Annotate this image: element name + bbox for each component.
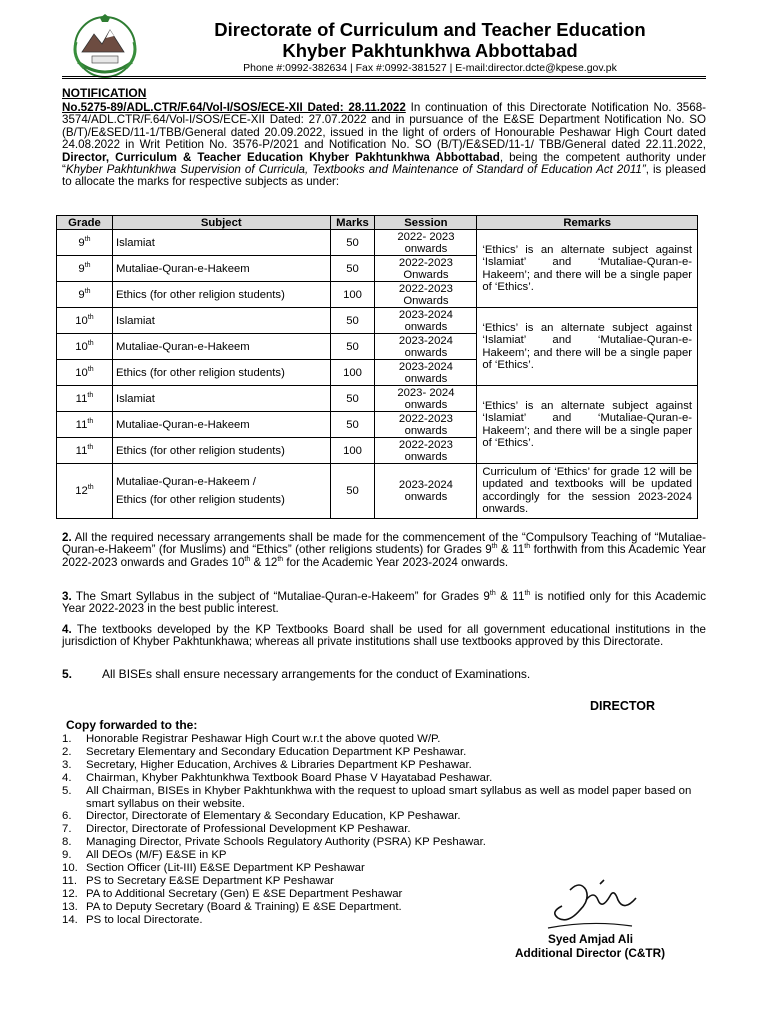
subject-cell: Ethics (for other religion students) (112, 360, 330, 386)
paragraph-number: 4. (62, 623, 72, 636)
intro-text-c: , is pleased to allocate the marks for respective subjects as under: (62, 163, 706, 189)
paragraph-5 (62, 668, 706, 680)
p2-text-d: & 12 (250, 555, 278, 569)
list-item: 4. Chairman, Khyber Pakhtunkhwa Textbook Board Phase V Hayatabad Peshawar. (62, 771, 493, 784)
intro-act-name: Khyber Pakhtunkhwa Supervision of Curricula, Textbooks and Maintenance of Standard of Education Act 2011” (65, 163, 646, 177)
grade-cell: 10th (57, 360, 113, 386)
subject-cell: Ethics (for other religion students) (112, 282, 330, 308)
remarks-cell: ‘Ethics’ is an alternate subject against ‘Islamiat’ and ‘Mutaliae-Quran-e-Hakeem’; and there will be a single paper of ‘Ethics’. (477, 230, 698, 308)
list-item: 2. Secretary Elementary and Secondary Education Department KP Peshawar. (62, 745, 467, 758)
p3-text-c: is notified only for this Academic Year 2022-2023 in the best public interest. (62, 590, 706, 616)
grade-cell: 11th (57, 386, 113, 412)
p3-text-b: & 11 (495, 590, 525, 603)
list-item: 1. Honorable Registrar Peshawar High Court w.r.t the above quoted W/P. (62, 733, 441, 745)
marks-cell: 100 (330, 360, 375, 386)
sup-th: th (277, 555, 284, 563)
session-cell: 2022-2023 onwards (375, 412, 477, 438)
session-cell: 2022-2023 Onwards (375, 282, 477, 308)
list-item: 9. All DEOs (M/F) E&SE in KP (62, 849, 227, 862)
marks-cell: 50 (330, 308, 375, 334)
session-cell: 2023-2024 onwards (375, 464, 477, 519)
table-header-row (57, 216, 698, 230)
list-item: 12. PA to Additional Secretary (Gen) E &SE Department Peshawar (62, 887, 403, 900)
session-cell: 2022- 2023 onwards (375, 230, 477, 256)
notification-intro (62, 102, 706, 189)
remarks-cell: ‘Ethics’ is an alternate subject against ‘Islamiat’ and ‘Mutaliae-Quran-e-Hakeem’; and there will be a single paper of ‘Ethics’. (477, 386, 698, 464)
list-item: 7. Director, Directorate of Professional Development KP Peshawar. (62, 823, 411, 836)
marks-cell: 100 (330, 438, 375, 464)
subject-cell: Islamiat (112, 308, 330, 334)
grade-cell: 11th (57, 438, 113, 464)
session-cell: 2023-2024 onwards (375, 360, 477, 386)
p2-text-a: All the required necessary arrangements shall be made for the commencement of the “Compulsory Teaching of “Mutaliae-Quran-e-Hakeem” (for Muslims) and “Ethics” (other religions students) for Grades 9 (62, 531, 706, 557)
header-divider (62, 76, 706, 77)
subject-cell (112, 464, 330, 519)
subject-line-2: Ethics (for other religion students) (115, 493, 285, 506)
directorate-name: Directorate of Curriculum and Teacher Education (214, 19, 646, 40)
grade-cell: 10th (57, 308, 113, 334)
session-cell: 2023-2024 onwards (375, 334, 477, 360)
col-header-grade: Grade (57, 216, 113, 230)
list-item: 6. Director, Directorate of Elementary & Secondary Education, KP Peshawar. (62, 810, 461, 823)
intro-text-b: , being the competent authority under “ (62, 150, 706, 177)
paragraph-number: 2. (62, 531, 72, 544)
session-cell: 2023- 2024 onwards (375, 386, 477, 412)
list-item: 10. Section Officer (Lit-III) E&SE Department KP Peshawar (62, 862, 365, 875)
marks-cell: 50 (330, 256, 375, 282)
marks-cell: 50 (330, 386, 375, 412)
subject-cell: Mutaliae-Quran-e-Hakeem (112, 412, 330, 438)
marks-cell: 50 (330, 230, 375, 256)
session-cell: 2022-2023 onwards (375, 438, 477, 464)
marks-cell: 50 (330, 464, 375, 519)
col-header-subject: Subject (112, 216, 330, 230)
marks-cell: 50 (330, 412, 375, 438)
subject-cell: Ethics (for other religion students) (112, 438, 330, 464)
p4-text: The textbooks developed by the KP Textbooks Board shall be used for all government educational institutions in the jurisdiction of Khyber Pakhtunkhawa; whereas all private institutions shall use textbooks approved by this Directorate. (62, 623, 706, 649)
marks-cell: 50 (330, 334, 375, 360)
paragraph-number: 5. (62, 667, 73, 681)
intro-text-a: In continuation of this Directorate Notification No. 3568-3574/ADL.CTR/F.64/Vol-I/SOS/ECE-XII Dated: 27.07.2022 and in pursuance of the E&SE Department Notification No. SO (B/T)/E&SED/11-1/TBB/General dated 20.09.2022, issued in the light of orders of Honourable Peshawar High Court dated 24.08.2022 in Writ Petition No. 3576-P/2021 and Notification No. SO (B/T)/E&SED/11-1/ TBB/General dated 22.11.2022, (62, 101, 706, 152)
signatory-designation: Additional Director (C&TR) (515, 946, 666, 960)
notification-title: NOTIFICATION (62, 86, 147, 100)
subject-cell: Mutaliae-Quran-e-Hakeem (112, 334, 330, 360)
signature-icon (540, 876, 650, 938)
list-item: 11. PS to Secretary E&SE Department KP Peshawar (62, 874, 334, 887)
grade-cell: 9th (57, 256, 113, 282)
table-row (57, 464, 698, 519)
table-row (57, 386, 698, 412)
subject-cell: Islamiat (112, 386, 330, 412)
p2-text-c: forthwith from this Academic Year 2022-2023 onwards and Grades 10 (62, 543, 706, 569)
director-label: DIRECTOR (590, 699, 656, 713)
directorate-location: Khyber Pakhtunkhwa Abbottabad (282, 40, 578, 61)
marks-cell: 100 (330, 282, 375, 308)
marks-allocation-table (56, 215, 698, 519)
grade-cell: 10th (57, 334, 113, 360)
grade-cell: 9th (57, 230, 113, 256)
subject-line-1: Mutaliae-Quran-e-Hakeem / (115, 475, 256, 488)
list-item: 3. Secretary, Higher Education, Archives & Libraries Department KP Peshawar. (62, 758, 472, 771)
subject-cell: Islamiat (112, 230, 330, 256)
col-header-marks: Marks (330, 216, 375, 230)
list-item: 8. Managing Director, Private Schools Regulatory Authority (PSRA) KP Peshawar. (62, 836, 486, 849)
grade-cell: 11th (57, 412, 113, 438)
remarks-cell: Curriculum of ‘Ethics’ for grade 12 will be updated and textbooks will be updated accordingly for the session 2023-2024 onwards. (477, 464, 698, 519)
session-cell: 2022-2023 Onwards (375, 256, 477, 282)
grade-cell: 9th (57, 282, 113, 308)
subject-cell: Mutaliae-Quran-e-Hakeem (112, 256, 330, 282)
sup-th: th (244, 555, 251, 563)
p5-text: All BISEs shall ensure necessary arrangements for the conduct of Examinations. (102, 667, 531, 681)
session-cell: 2023-2024 onwards (375, 308, 477, 334)
kp-government-emblem (64, 12, 146, 82)
copy-forwarded-title: Copy forwarded to the: (66, 718, 198, 732)
table-row (57, 308, 698, 334)
sup-th: th (491, 543, 498, 551)
p2-text-e: for the Academic Year 2023-2024 onwards. (283, 555, 509, 569)
emblem-icon (64, 12, 146, 82)
paragraph-3 (62, 591, 706, 616)
list-item: 14. PS to local Directorate. (62, 913, 203, 926)
p3-text-a: The Smart Syllabus in the subject of “Mutaliae-Quran-e-Hakeem” for Grades 9 (71, 590, 490, 603)
col-header-session: Session (375, 216, 477, 230)
remarks-cell: ‘Ethics’ is an alternate subject against ‘Islamiat’ and ‘Mutaliae-Quran-e-Hakeem’; and there will be a single paper of ‘Ethics’. (477, 308, 698, 386)
grade-cell: 12th (57, 464, 113, 519)
sup-th: th (489, 590, 496, 598)
list-item: 5. All Chairman, BISEs in Khyber Pakhtunkhwa with the request to upload smart syllabus as well as model paper based on smart syllabus on their website. (62, 784, 692, 810)
list-item: 13. PA to Deputy Secretary (Board & Training) E &SE Department. (62, 900, 402, 913)
table-row (57, 230, 698, 256)
p2-text-b: & 11 (497, 543, 525, 557)
paragraph-4 (62, 624, 706, 649)
handwritten-signature (540, 876, 650, 938)
paragraph-2 (62, 532, 706, 569)
paragraph-number: 3. (62, 590, 72, 603)
contact-details: Phone #:0992-382634 | Fax #:0992-381527 | E-mail:director.dcte@kpese.gov.pk (243, 62, 617, 74)
col-header-remarks: Remarks (477, 216, 698, 230)
signatory-name: Syed Amjad Ali (548, 932, 634, 946)
notification-reference: No.5275-89/ADL.CTR/F.64/Vol-I/SOS/ECE-XII Dated: 28.11.2022 (62, 101, 406, 114)
intro-authority: Director, Curriculum & Teacher Education Khyber Pakhtunkhwa Abbottabad (62, 150, 500, 164)
sup-th: th (524, 590, 531, 598)
header-divider-2 (62, 78, 706, 79)
sup-th: th (524, 543, 531, 551)
